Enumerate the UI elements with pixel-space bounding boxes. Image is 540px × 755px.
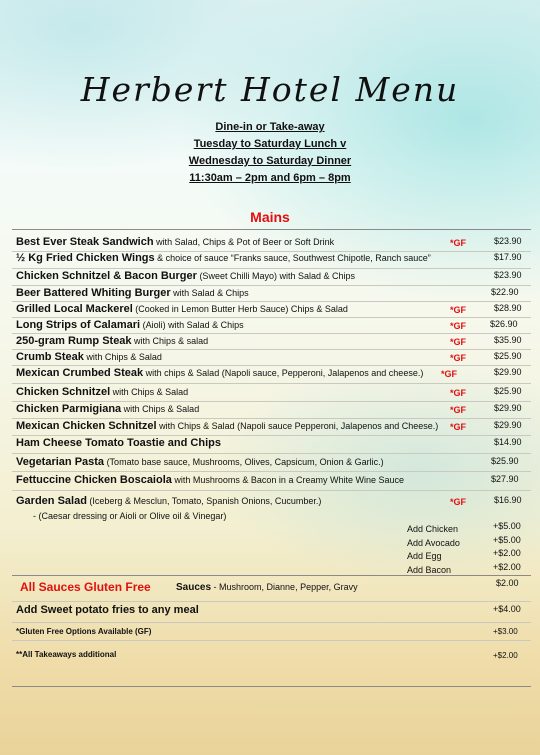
item-name: Best Ever Steak Sandwich (16, 236, 154, 248)
addon-label: Add Chicken (407, 524, 459, 534)
item-price: $25.90 (494, 351, 522, 361)
divider (12, 622, 531, 623)
item-name: Fettuccine Chicken Boscaiola (16, 474, 172, 486)
addon-price: +$2.00 (493, 548, 521, 558)
divider (12, 349, 531, 350)
takeaways-price: +$2.00 (493, 651, 518, 660)
item-description: (Sweet Chilli Mayo) with Salad & Chips (196, 271, 355, 281)
divider (12, 383, 531, 384)
gluten-free-tag: *GF (450, 388, 467, 398)
gluten-free-tag: *GF (450, 305, 467, 315)
divider (12, 229, 531, 230)
section-title-mains: Mains (250, 209, 290, 225)
gluten-free-price: +$3.00 (493, 627, 518, 636)
menu-item (16, 495, 526, 511)
salad-dressing-note: - (Caesar dressing or Aioli or Olive oil & Vinegar) (33, 511, 227, 521)
gluten-free-tag: *GF (441, 369, 458, 379)
gluten-free-tag: *GF (450, 238, 467, 248)
item-name: Crumb Steak (16, 351, 84, 363)
item-description: & choice of sauce “Franks sauce, Southwest Chipotle, Ranch sauce” (154, 253, 431, 263)
divider (12, 601, 531, 602)
divider (12, 317, 531, 318)
divider (12, 435, 531, 436)
item-name: Chicken Parmigiana (16, 403, 122, 415)
subtitle-hours: 11:30am – 2pm and 6pm – 8pm (189, 172, 351, 184)
divider (12, 301, 531, 302)
menu-item (16, 420, 526, 436)
item-description: with Chips & Salad (Napoli sauce Pepperoni, Jalapenos and Cheese.) (156, 421, 439, 431)
gluten-free-tag: *GF (450, 321, 467, 331)
item-description: with Chips & salad (131, 336, 209, 346)
menu-item (16, 456, 526, 472)
sauces-price: $2.00 (496, 578, 519, 588)
item-description: (Aioli) with Salad & Chips (140, 320, 244, 330)
item-name: Garden Salad (16, 495, 87, 507)
item-price: $26.90 (490, 319, 518, 329)
gluten-free-note: *Gluten Free Options Available (GF) (16, 627, 152, 636)
sauces-gluten-free-heading: All Sauces Gluten Free (20, 580, 151, 594)
item-price: $22.90 (491, 287, 519, 297)
item-description: with Chips & Salad (121, 404, 200, 414)
addon-price: +$5.00 (493, 535, 521, 545)
item-description: with Chips & Salad (110, 387, 189, 397)
item-description: with Salad, Chips & Pot of Beer or Soft Drink (153, 237, 335, 247)
menu-item (16, 437, 526, 453)
divider (12, 401, 531, 402)
menu-item (16, 474, 526, 490)
subtitle-dinner-days: Wednesday to Saturday Dinner (188, 155, 352, 167)
item-description: (Iceberg & Mesclun, Tomato, Spanish Onions, Cucumber.) (86, 496, 322, 506)
item-price: $25.90 (491, 456, 519, 466)
divider (12, 490, 531, 491)
item-name: ½ Kg Fried Chicken Wings (16, 252, 155, 264)
item-price: $17.90 (494, 252, 522, 262)
sauces-options: - Mushroom, Dianne, Pepper, Gravy (211, 582, 358, 592)
divider (12, 268, 531, 269)
item-price: $29.90 (494, 420, 522, 430)
subtitle-lunch-days: Tuesday to Saturday Lunch v (193, 138, 347, 150)
item-price: $28.90 (494, 303, 522, 313)
menu-item (16, 367, 526, 383)
divider (12, 365, 531, 366)
item-price: $23.90 (494, 270, 522, 280)
item-name: Chicken Schnitzel (16, 386, 111, 398)
sweet-potato-price: +$4.00 (493, 604, 521, 614)
item-name: Grilled Local Mackerel (16, 303, 133, 315)
takeaways-note: **All Takeaways additional (16, 650, 117, 659)
menu-item (16, 386, 526, 402)
addon-label: Add Bacon (407, 565, 452, 575)
gluten-free-tag: *GF (450, 422, 467, 432)
menu-item (16, 270, 526, 286)
item-description: with Mushrooms & Bacon in a Creamy White Wine Sauce (171, 475, 404, 485)
divider (12, 333, 531, 334)
menu-title: Herbert Hotel Menu (80, 70, 460, 109)
item-name: 250-gram Rump Steak (16, 335, 132, 347)
item-description: with Salad & Chips (170, 288, 249, 298)
addon-price: +$2.00 (493, 562, 521, 572)
item-name: Mexican Crumbed Steak (16, 367, 144, 379)
sauces-list (176, 582, 358, 593)
item-name: Long Strips of Calamari (16, 319, 141, 331)
item-price: $23.90 (494, 236, 522, 246)
item-price: $14.90 (494, 437, 522, 447)
divider (12, 686, 531, 687)
item-name: Mexican Chicken Schnitzel (16, 420, 157, 432)
subtitle-dine-in: Dine-in or Take-away (215, 121, 325, 133)
item-description: with chips & Salad (Napoli sauce, Pepperoni, Jalapenos and cheese.) (143, 368, 424, 378)
menu-item (16, 236, 526, 252)
item-name: Chicken Schnitzel & Bacon Burger (16, 270, 197, 282)
menu-item (16, 403, 526, 419)
item-price: $25.90 (494, 386, 522, 396)
item-description: (Cooked in Lemon Butter Herb Sauce) Chips & Salad (132, 304, 348, 314)
item-description: (Tomato base sauce, Mushrooms, Olives, Capsicum, Onion & Garlic.) (104, 457, 384, 467)
item-name: Ham Cheese Tomato Toastie and Chips (16, 437, 221, 449)
divider (12, 640, 531, 641)
item-price: $35.90 (494, 335, 522, 345)
divider (12, 575, 531, 576)
gluten-free-tag: *GF (450, 353, 467, 363)
gluten-free-tag: *GF (450, 337, 467, 347)
divider (12, 453, 531, 454)
sauces-label: Sauces (176, 582, 212, 593)
menu-item (16, 252, 526, 268)
sweet-potato-label: Add Sweet potato fries to any meal (16, 604, 199, 616)
item-description: with Chips & Salad (83, 352, 162, 362)
gluten-free-tag: *GF (450, 405, 467, 415)
item-name: Beer Battered Whiting Burger (16, 287, 171, 299)
divider (12, 285, 531, 286)
item-price: $29.90 (494, 367, 522, 377)
divider (12, 471, 531, 472)
item-price: $16.90 (494, 495, 522, 505)
item-price: $27.90 (491, 474, 519, 484)
item-price: $29.90 (494, 403, 522, 413)
gluten-free-tag: *GF (450, 497, 467, 507)
divider (12, 418, 531, 419)
addon-label: Add Avocado (407, 538, 460, 548)
sweet-potato-item (16, 604, 526, 620)
addon-price: +$5.00 (493, 521, 521, 531)
item-name: Vegetarian Pasta (16, 456, 105, 468)
addon-label: Add Egg (407, 551, 442, 561)
